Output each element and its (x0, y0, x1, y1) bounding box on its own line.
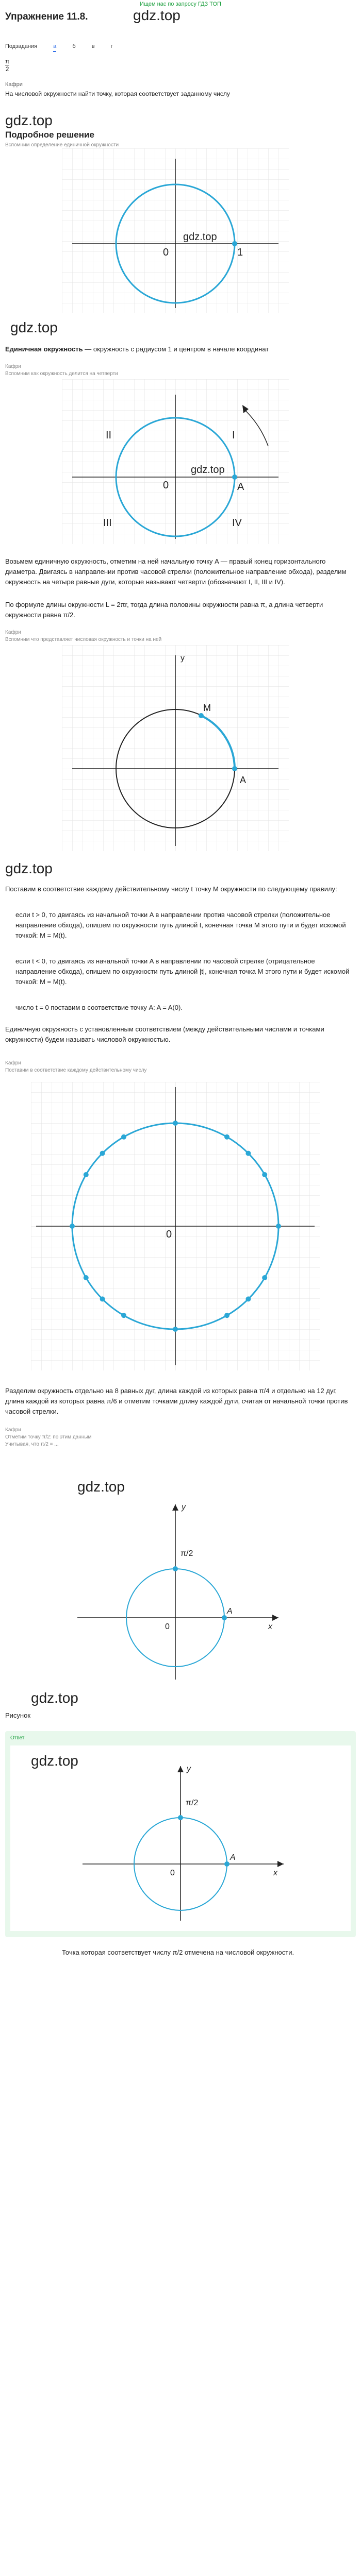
label-pi-over-2: π/2 (180, 1549, 193, 1558)
def-rest: — окружность с радиусом 1 и центром в начале координат (83, 345, 269, 353)
tab-b[interactable]: б (72, 43, 76, 49)
point-one (232, 241, 237, 246)
label-y-6: y (187, 1765, 191, 1773)
label-pi-over-2-6: π/2 (186, 1799, 199, 1807)
point-m-figure (62, 645, 289, 851)
label-zero-4: 0 (166, 1229, 172, 1240)
step4-caption: Поставим в соответствие каждому действительному числу (5, 1067, 147, 1073)
answer-figure-wrap (10, 1745, 351, 1931)
point-a-6 (224, 1861, 229, 1867)
circle-mark (100, 1296, 105, 1301)
task-frac-num: π (5, 58, 10, 65)
numeric-circle-text: Поставим в соответствие каждому действительному числу t точку M окружности по следующему правилу: (5, 885, 337, 893)
circle-mark (262, 1275, 267, 1280)
y-arrow-6 (177, 1766, 184, 1772)
task-fraction (5, 58, 9, 73)
numeric-circle-def: Единичную окружность с установленным соответствием (между действительными числами и точками окружности) будем называть числовой окружностью. (5, 1025, 324, 1043)
watermark-2: gdz.top (5, 112, 53, 128)
label-m: M (203, 703, 211, 713)
circle-mark (224, 1313, 229, 1318)
watermark-fig-2: gdz.top (191, 464, 225, 476)
step2-badge: Кафри (5, 364, 21, 369)
rule-1: если t > 0, то двигаясь из начальной точки A в направлении против часовой стрелки (положительное направление обхода), опишем по окружности путь длиной t, конечная точка M этого пути и будет искомой точкой: M = M(t). (15, 911, 346, 939)
step6-caption: Отметим точку π/2: по этим данным (5, 1434, 92, 1440)
quarter-I: I (232, 430, 235, 441)
rule-2: если t < 0, то двигаясь из начальной точки A в направлении по часовой стрелке (отрицательное направление обхода), опишем по окружности путь длиной |t|, конечная точка M этого пути и будет искомой точкой: M = M(t). (15, 957, 350, 986)
label-zero-2: 0 (163, 480, 169, 491)
step1-caption: Вспомним определение единичной окружности (5, 142, 119, 148)
label-zero-5: 0 (165, 1622, 170, 1631)
answer-box (5, 1731, 356, 1937)
point-pi-over-2 (173, 1566, 178, 1571)
banner-link[interactable]: Ищем нас по запросу ГДЗ ТОП (140, 1, 221, 7)
point-a-3 (232, 766, 237, 771)
step5-badge: Кафри (5, 1427, 21, 1433)
rule-3: число t = 0 поставим в соответствие точку A: A = A(0). (15, 1004, 183, 1011)
point-a (232, 474, 237, 480)
circle-mark (173, 1121, 178, 1126)
label-zero: 0 (163, 247, 169, 258)
quarters-text: Возьмем единичную окружность, отметим на ней начальную точку A — правый конец горизонтального диаметра. Двигаясь в направлении против часовой стрелки (положительное направление обхода), разделим окружность на четыре равные дуги, которые называют четверти (обозначают I, II, III и IV). (5, 557, 347, 586)
tab-subtasks: Подзадания (5, 43, 38, 49)
watermark-3: gdz.top (10, 319, 58, 335)
circle-mark (245, 1296, 251, 1301)
circle-mark (224, 1134, 229, 1140)
y-arrow (172, 1504, 178, 1511)
label-a: A (237, 481, 244, 493)
circle-mark (84, 1172, 89, 1177)
tab-v[interactable]: в (91, 43, 95, 49)
watermark-5: gdz.top (77, 1479, 125, 1495)
subtasks-tabs (5, 43, 127, 49)
step6-text: Учитывая, что π/2 = ... (5, 1442, 59, 1447)
watermark-7: gdz.top (31, 1753, 78, 1769)
answer-figure (67, 1756, 294, 1926)
watermark-4: gdz.top (5, 860, 53, 876)
circle-mark (173, 1327, 178, 1332)
x-arrow (272, 1615, 278, 1621)
circle-mark (276, 1224, 281, 1229)
circle-mark (70, 1224, 75, 1229)
label-x-6: x (273, 1869, 277, 1877)
step3-badge: Кафри (5, 630, 21, 635)
tab-a[interactable]: а (53, 43, 56, 52)
circle-mark (100, 1151, 105, 1156)
page-title: Упражнение 11.8. (5, 11, 88, 22)
label-x-5: x (268, 1622, 272, 1631)
circle-mark (84, 1275, 89, 1280)
label-a-3: A (240, 775, 247, 785)
circle-mark (121, 1313, 126, 1318)
detailed-heading: Подробное решение (5, 130, 94, 140)
watermark-6: gdz.top (31, 1690, 78, 1706)
length-text: По формуле длины окружности L = 2πr, тогда длина половины окружности равна π, а длина четверти окружности равна π/2. (5, 601, 323, 619)
circle-mark (262, 1172, 267, 1177)
figure-label: Рисунок (5, 1711, 31, 1719)
quarter-II: II (106, 430, 112, 441)
watermark: gdz.top (133, 7, 180, 23)
quarters-figure (62, 379, 289, 544)
label-step: Кафри (5, 81, 23, 88)
circle-mark (245, 1151, 251, 1156)
label-zero-6: 0 (170, 1869, 175, 1877)
label-y: y (180, 654, 185, 663)
def-bold: Единичная окружность (5, 345, 83, 353)
step5-text: Разделим окружность отдельно на 8 равных дуг, длина каждой из которых равна π/4 и отдельно на 12 дуг, длина каждой из которых равна π/6 и отметим точками длину каждой дуги, считая от начальной точки против часовой стрелки. (5, 1387, 348, 1415)
tab-g[interactable]: г (110, 43, 113, 49)
solution-figure (62, 1494, 289, 1690)
step4-badge: Кафри (5, 1060, 21, 1066)
step2-caption: Вспомним как окружность делится на четверти (5, 371, 118, 377)
point-a-5 (222, 1615, 227, 1620)
label-a-6: A (230, 1853, 236, 1862)
circle-mark (121, 1134, 126, 1140)
quarter-III: III (103, 517, 112, 529)
quarter-IV: IV (232, 517, 242, 529)
x-arrow-6 (277, 1861, 284, 1867)
def-text (5, 344, 356, 354)
watermark-fig: gdz.top (183, 231, 217, 243)
label-y-5: y (182, 1503, 186, 1512)
step3-caption: Вспомним что представляет числовая окружность и точки на ней (5, 637, 162, 642)
point-m (199, 713, 204, 718)
unit-circle-figure (62, 148, 289, 313)
point-pi-over-2-6 (178, 1815, 183, 1820)
answer-badge: Ответ (10, 1735, 25, 1741)
label-a-5: A (227, 1607, 233, 1616)
numeric-circle-marks-figure (31, 1082, 320, 1370)
label-one: 1 (237, 247, 243, 258)
task-frac-den: 2 (5, 65, 9, 73)
answer-text: Точка которая соответствует числу π/2 отмечена на числовой окружности. (62, 1948, 294, 1956)
task-text: На числовой окружности найти точку, которая соответствует заданному числу (5, 90, 230, 97)
